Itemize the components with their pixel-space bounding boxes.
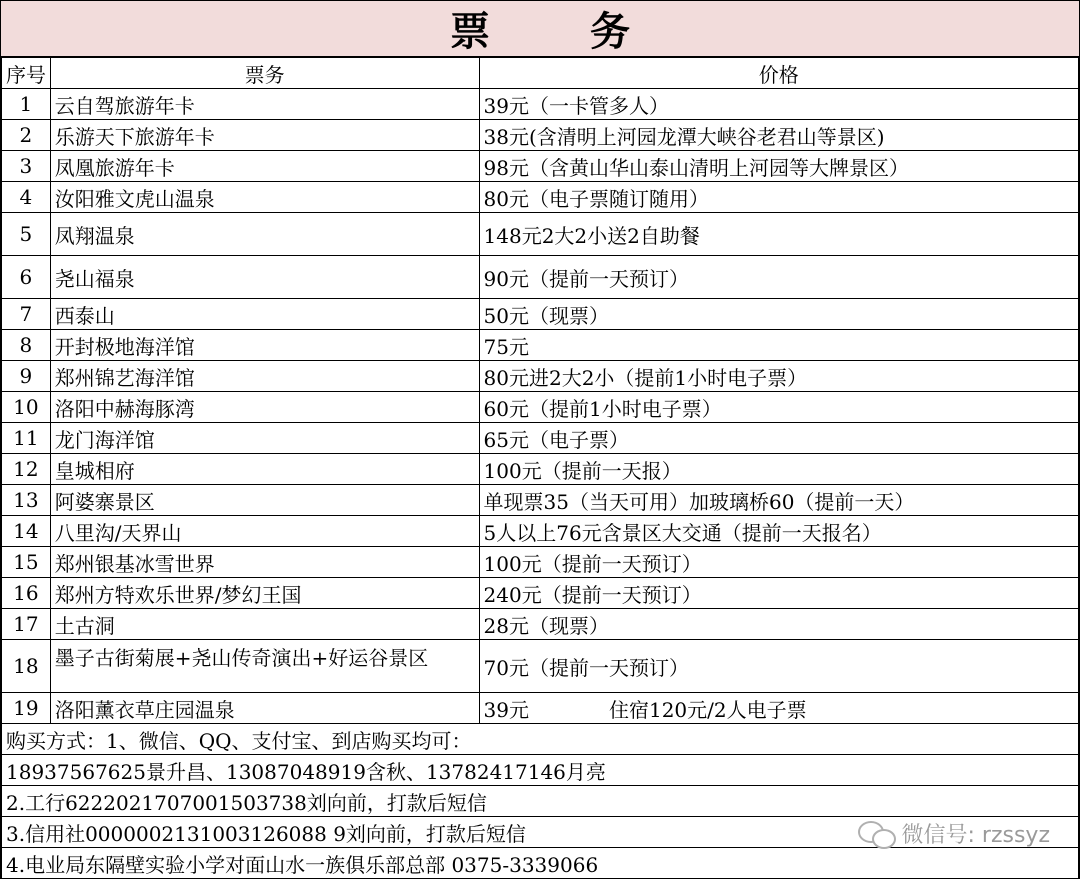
footer-line-credit-union: 3.信用社0000002131003126088 9刘向前，打款后短信 [2, 817, 1079, 848]
row-seq: 6 [2, 256, 51, 299]
title-row [1, 0, 1079, 57]
row-price: 50元（现票） [479, 299, 1078, 330]
row-price: 38元(含清明上河园龙潭大峡谷老君山等景区) [479, 120, 1078, 151]
row-name: 龙门海洋馆 [50, 423, 479, 454]
row-name: 汝阳雅文虎山温泉 [50, 182, 479, 213]
row-seq: 1 [2, 89, 51, 120]
row-name: 凤凰旅游年卡 [50, 151, 479, 182]
footer-line-address: 4.电业局东隔壁实验小学对面山水一族俱乐部总部 0375-3339066 [2, 848, 1079, 879]
row-price: 240元（提前一天预订） [479, 578, 1078, 609]
row-name: 八里沟/天界山 [50, 516, 479, 547]
row-price-cell [479, 693, 1078, 724]
row-seq: 15 [2, 547, 51, 578]
row-name: 乐游天下旅游年卡 [50, 120, 479, 151]
row-name: 郑州方特欢乐世界/梦幻王国 [50, 578, 479, 609]
row-price: 单现票35（当天可用）加玻璃桥60（提前一天） [479, 485, 1078, 516]
table-row [2, 213, 1079, 256]
table-row [2, 609, 1079, 640]
row-price-extra: 住宿120元/2人电子票 [608, 697, 807, 722]
row-price: 98元（含黄山华山泰山清明上河园等大牌景区） [479, 151, 1078, 182]
row-price: 148元2大2小送2自助餐 [479, 213, 1078, 256]
footer-line-payment: 购买方式：1、微信、QQ、支付宝、到店购买均可： [2, 724, 1079, 755]
table-row [2, 516, 1079, 547]
row-name: 阿婆寨景区 [50, 485, 479, 516]
row-price: 39元 [483, 697, 529, 722]
row-seq: 19 [2, 693, 51, 724]
table-row [2, 547, 1079, 578]
row-price: 90元（提前一天预订） [479, 256, 1078, 299]
table-row [2, 485, 1079, 516]
page-title: 票务 [450, 9, 730, 55]
row-price: 65元（电子票） [479, 423, 1078, 454]
row-name: 凤翔温泉 [50, 213, 479, 256]
row-name: 皇城相府 [50, 454, 479, 485]
row-name: 开封极地海洋馆 [50, 330, 479, 361]
table-row [2, 454, 1079, 485]
table-row [2, 423, 1079, 454]
table-row [2, 640, 1079, 693]
table-row [2, 392, 1079, 423]
header-ticket: 票务 [50, 58, 479, 89]
row-price: 75元 [479, 330, 1078, 361]
row-price: 100元（提前一天报） [479, 454, 1078, 485]
table-row [2, 693, 1079, 724]
row-price: 60元（提前1小时电子票） [479, 392, 1078, 423]
row-seq: 11 [2, 423, 51, 454]
footer-line-phones: 18937567625景升昌、13087048919含秋、13782417146月亮 [2, 755, 1079, 786]
row-name: 洛阳薰衣草庄园温泉 [50, 693, 479, 724]
row-seq: 2 [2, 120, 51, 151]
header-seq: 序号 [2, 58, 51, 89]
row-name: 郑州锦艺海洋馆 [50, 361, 479, 392]
footer-line-bank: 2.工行6222021707001503738刘向前，打款后短信 [2, 786, 1079, 817]
table-row [2, 256, 1079, 299]
row-name: 尧山福泉 [50, 256, 479, 299]
wechat-watermark [858, 818, 1051, 849]
row-name: 郑州银基冰雪世界 [50, 547, 479, 578]
table-row [2, 299, 1079, 330]
row-seq: 8 [2, 330, 51, 361]
row-price: 80元（电子票随订随用） [479, 182, 1078, 213]
row-seq: 13 [2, 485, 51, 516]
watermark-text: 微信号: rzssyz [901, 823, 1050, 848]
row-price: 5人以上76元含景区大交通（提前一天报名） [479, 516, 1078, 547]
row-seq: 7 [2, 299, 51, 330]
row-seq: 16 [2, 578, 51, 609]
table-row [2, 330, 1079, 361]
row-name: 土古洞 [50, 609, 479, 640]
row-name: 云自驾旅游年卡 [50, 89, 479, 120]
row-name: 墨子古街菊展+尧山传奇演出+好运谷景区 [50, 640, 479, 693]
row-name: 西泰山 [50, 299, 479, 330]
wechat-icon [858, 821, 896, 847]
table-row [2, 151, 1079, 182]
row-seq: 14 [2, 516, 51, 547]
row-seq: 10 [2, 392, 51, 423]
row-seq: 4 [2, 182, 51, 213]
row-price: 28元（现票） [479, 609, 1078, 640]
row-seq: 9 [2, 361, 51, 392]
row-seq: 5 [2, 213, 51, 256]
row-seq: 12 [2, 454, 51, 485]
header-row [2, 58, 1079, 89]
row-seq: 3 [2, 151, 51, 182]
table-row [2, 361, 1079, 392]
row-price: 70元（提前一天预订） [479, 640, 1078, 693]
row-seq: 18 [2, 640, 51, 693]
table-row [2, 89, 1079, 120]
footer-table [1, 724, 1079, 879]
table-row [2, 578, 1079, 609]
table-row [2, 120, 1079, 151]
header-price: 价格 [479, 58, 1078, 89]
row-price: 80元进2大2小（提前1小时电子票） [479, 361, 1078, 392]
row-name: 洛阳中赫海豚湾 [50, 392, 479, 423]
ticket-table [1, 57, 1079, 724]
table-row [2, 182, 1079, 213]
row-price: 100元（提前一天预订） [479, 547, 1078, 578]
row-seq: 17 [2, 609, 51, 640]
row-price: 39元（一卡管多人） [479, 89, 1078, 120]
